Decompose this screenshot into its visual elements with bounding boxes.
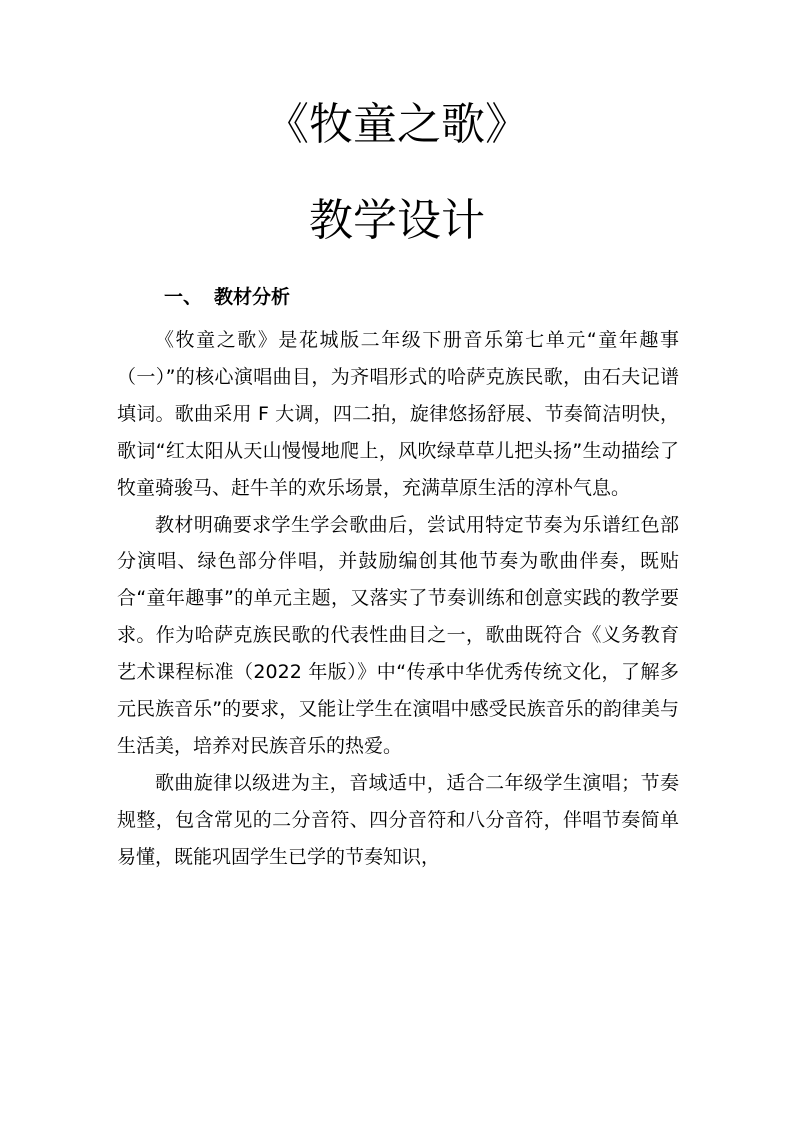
document-subtitle: 教学设计 — [309, 195, 485, 246]
section-label: 教材分析 — [214, 286, 291, 308]
section-number: 一、 — [164, 286, 203, 308]
paragraph: 《牧童之歌》是花城版二年级下册音乐第七单元“童年趣事（一）”的核心演唱曲目，为齐唱形式的哈萨克族民歌，由石夫记谱填词。歌曲采用 F 大调，四二拍，旋律悠扬舒展、节奏简洁明快，歌词“红太阳从天山慢慢地爬上，风吹绿草草儿把头扬”生动描绘了牧童骑骏马、赶牛羊的欢乐场景，充满草原生活的淳朴气息。 — [117, 329, 679, 499]
paragraph: 教材明确要求学生学会歌曲后，尝试用特定节奏为乐谱红色部分演唱、绿色部分伴唱，并鼓励编创其他节奏为歌曲伴奏，既贴合“童年趣事”的单元主题，又落实了节奏训练和创意实践的教学要求。作为哈萨克族民歌的代表性曲目之一，歌曲既符合《义务教育艺术课程标准（2022 年版）》中“传承中华优秀传统文化，了解多元民族音乐”的要求，又能让学生在演唱中感受民族音乐的韵律美与生活美，培养对民族音乐的热爱。 — [117, 513, 679, 757]
section-heading — [164, 283, 290, 311]
paragraph: 歌曲旋律以级进为主，音域适中，适合二年级学生演唱；节奏规整，包含常见的二分音符、四分音符和八分音符，伴唱节奏简单易懂，既能巩固学生已学的节奏知识， — [117, 771, 679, 868]
document-title: 《牧童之歌》 — [265, 99, 529, 150]
section-body — [117, 322, 679, 876]
